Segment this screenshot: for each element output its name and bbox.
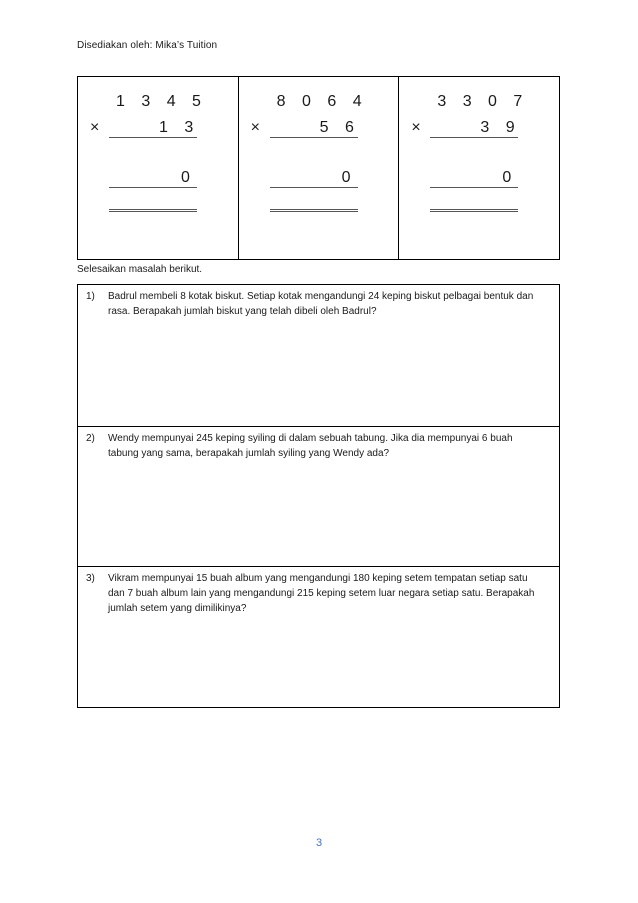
partial-line — [109, 187, 197, 188]
partial-line — [430, 187, 518, 188]
problem-text: Badrul membeli 8 kotak biskut. Setiap kotak mengandungi 24 keping biskut pelbagai bentuk dan rasa. Berapakah jumlah biskut yang telah dibeli oleh Badrul? — [108, 291, 534, 317]
problem-text: Vikram mempunyai 15 buah album yang mengandungi 180 keping setem tempatan setiap satu dan 7 buah album lain yang mengandungi 215 keping setem luar negara setiap satu. Berapakah jumlah setem yang dimilikinya? — [108, 573, 535, 614]
total-double-line — [270, 209, 358, 212]
multiplier: 1 3 — [159, 119, 200, 136]
times-symbol: × — [90, 119, 100, 136]
multiplier: 3 9 — [480, 119, 521, 136]
multiplicand: 3 3 0 7 — [437, 93, 529, 110]
partial-product-digit: 0 — [502, 169, 518, 186]
instruction-text: Selesaikan masalah berikut. — [77, 264, 203, 275]
multiplier: 5 6 — [319, 119, 360, 136]
times-symbol: × — [250, 119, 261, 136]
header-text: Disediakan oleh: Mika’s Tuition — [77, 40, 218, 51]
multiplicand: 8 0 6 4 — [276, 93, 368, 110]
partial-line — [270, 187, 358, 188]
multiplication-cell-3 — [399, 77, 559, 259]
answer-line — [270, 137, 358, 138]
word-problems-table — [77, 284, 560, 708]
multiplication-table — [77, 76, 560, 260]
total-double-line — [430, 209, 518, 212]
answer-line — [109, 137, 197, 138]
problem-number: 1) — [86, 291, 95, 302]
multiplication-cell-1 — [78, 77, 239, 259]
times-symbol: × — [411, 119, 421, 136]
problem-number: 3) — [86, 573, 95, 584]
problem-text: Wendy mempunyai 245 keping syiling di dalam sebuah tabung. Jika dia mempunyai 6 buah tabung yang sama, berapakah jumlah syiling yang Wendy ada? — [108, 433, 513, 459]
problem-row — [78, 427, 559, 567]
partial-product-digit: 0 — [341, 169, 357, 186]
answer-line — [430, 137, 518, 138]
multiplicand: 1 3 4 5 — [116, 93, 207, 110]
problem-number: 2) — [86, 433, 95, 444]
total-double-line — [109, 209, 197, 212]
partial-product-digit: 0 — [181, 169, 196, 186]
multiplication-cell-2 — [239, 77, 400, 259]
problem-row — [78, 567, 559, 707]
page-number: 3 — [315, 837, 323, 849]
problem-row — [78, 285, 559, 427]
